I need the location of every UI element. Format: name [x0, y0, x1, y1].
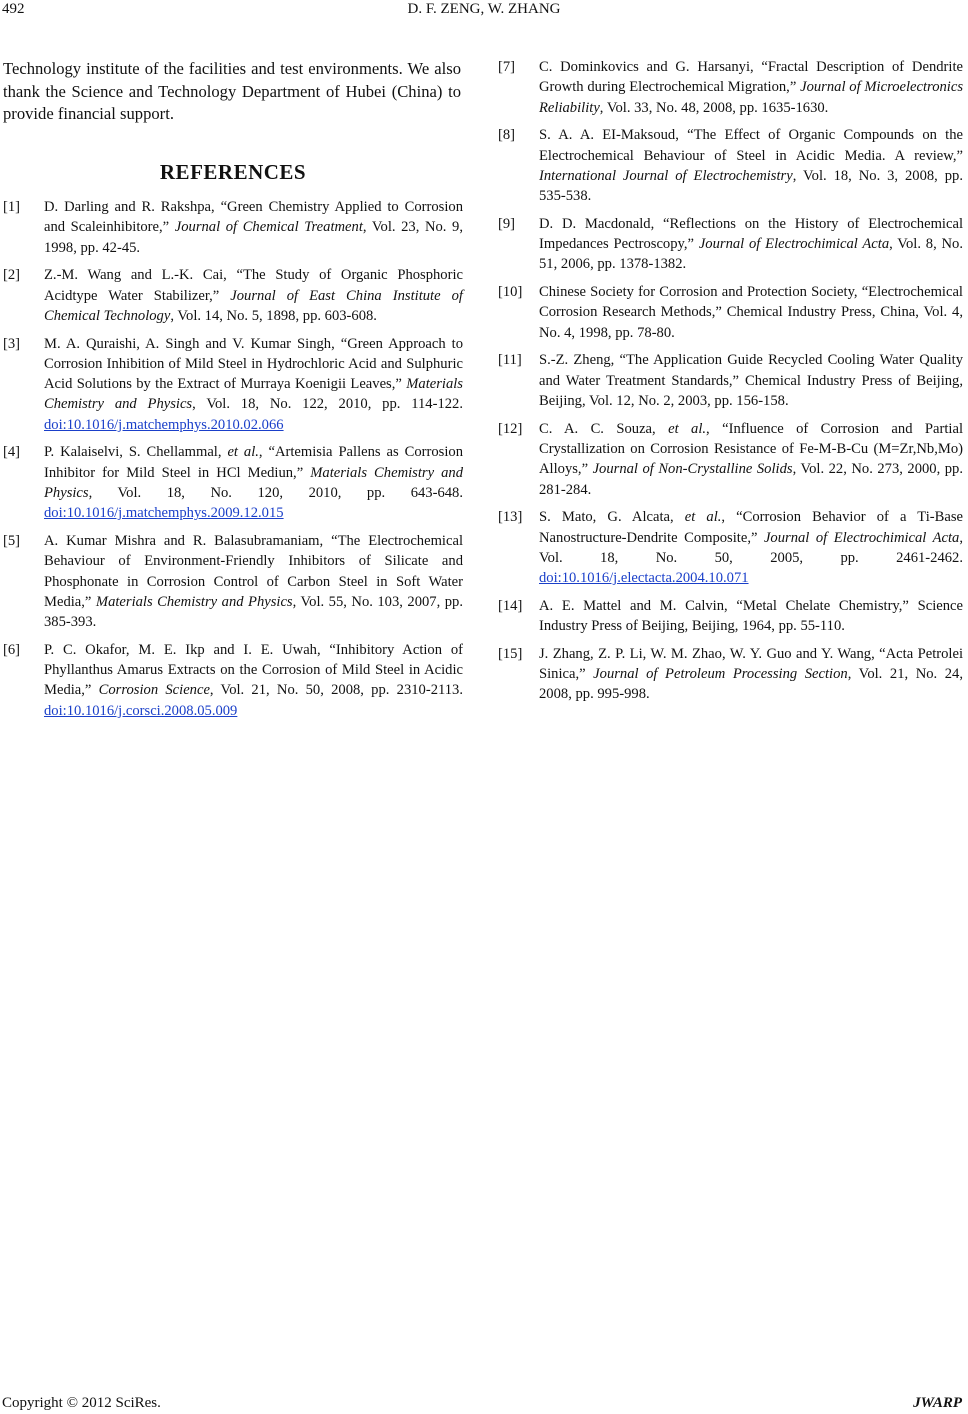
- reference-text-segment: C. Dominkovics and G. Harsanyi, “Fractal Description of Dendrite Growth during Electrochemical Migration,”: [539, 59, 963, 96]
- reference-text-segment: , Vol. 22, No. 273, 2000, pp. 281-284.: [539, 461, 963, 498]
- reference-text-segment: , Vol. 8, No. 51, 2006, pp. 1378-1382.: [539, 236, 964, 273]
- reference-italic-text: Journal of Chemical Treatment: [174, 219, 363, 236]
- reference-text: [539, 644, 963, 705]
- reference-text-segment: , “Artemisia Pallens as Corrosion Inhibitor for Mild Steel in HCl Mediun,”: [44, 444, 463, 481]
- reference-italic-text: Journal of Microelectronics Reliability: [539, 79, 963, 116]
- reference-text-segment: A. E. Mattel and M. Calvin, “Metal Chelate Chemistry,” Science Industry Press of Beijing, Beijing, 1964, pp. 55-110.: [539, 597, 963, 635]
- reference-item: [498, 507, 963, 588]
- reference-number: [11]: [498, 352, 522, 369]
- reference-number: [1]: [3, 199, 21, 215]
- reference-item: [498, 596, 963, 637]
- reference-text-segment: C. A. C. Souza,: [539, 420, 669, 437]
- reference-text-segment: , “Influence of Corrosion and Partial Crystallization on Corrosion Resistance of Fe-M-B-Cu (M=Zr,Nb,Mo) Alloys,”: [539, 420, 963, 478]
- reference-text: [539, 57, 963, 118]
- reference-item: [3, 640, 463, 721]
- reference-text-segment: Z.-M. Wang and L.-K. Cai, “The Study of Organic Phosphoric Acidtype Water Stabilizer,”: [44, 267, 463, 304]
- reference-text: [539, 125, 963, 206]
- reference-italic-text: Journal of East China Institute of Chemical Technology: [44, 287, 463, 324]
- doi-link[interactable]: doi:10.1016/j.corsci.2008.05.009: [44, 702, 238, 719]
- reference-italic-text: Journal of Non-Crystalline Solids: [592, 461, 793, 478]
- journal-abbrev: JWARP: [913, 1395, 962, 1411]
- reference-number: [2]: [3, 267, 21, 284]
- reference-italic-text: Journal of Petroleum Processing Section: [593, 666, 848, 683]
- reference-item: [498, 644, 963, 705]
- reference-number: [8]: [498, 127, 516, 144]
- reference-item: [3, 265, 463, 326]
- reference-italic-text: Materials Chemistry and Physics: [95, 593, 293, 610]
- doi-link[interactable]: doi:10.1016/j.matchemphys.2009.12.015: [44, 505, 284, 522]
- reference-text-segment: S. A. A. EI-Maksoud, “The Effect of Organic Compounds on the Electrochemical Behaviour of Steel in Acidic Media. A review,”: [539, 127, 963, 164]
- reference-text: [539, 419, 963, 500]
- reference-italic-text: International Journal of Electrochemistry: [539, 167, 793, 184]
- reference-italic-text: Corrosion Science: [98, 682, 210, 699]
- reference-text-segment: , Vol. 18, No. 50, 2005, pp. 2461-2462.: [539, 529, 963, 566]
- copyright-footer: Copyright © 2012 SciRes.: [2, 1395, 161, 1411]
- reference-text-segment: M. A. Quraishi, A. Singh and V. Kumar Singh, “Green Approach to Corrosion Inhibition of Mild Steel in Hydrochloric Acid and Sulphuric Acid Solutions by the Extract of Murraya Koenigii Leaves,”: [44, 335, 463, 393]
- reference-number: [9]: [498, 215, 516, 232]
- reference-italic-text: et al.: [227, 444, 259, 461]
- reference-text-segment: , Vol. 18, No. 122, 2010, pp. 114-122.: [192, 396, 463, 413]
- reference-text-segment: , Vol. 18, No. 3, 2008, pp. 535-538.: [539, 167, 963, 205]
- reference-number: [14]: [498, 597, 523, 614]
- reference-text: [44, 531, 463, 632]
- reference-italic-text: Journal of Electrochimical Acta: [763, 529, 960, 546]
- reference-text-segment: , Vol. 21, No. 24, 2008, pp. 995-998.: [539, 666, 963, 703]
- reference-text: [44, 265, 463, 326]
- reference-text-segment: P. C. Okafor, M. E. Ikp and I. E. Uwah, “Inhibitory Action of Phyllanthus Amarus Extracts on the Corrosion of Mild Steel in Acidic Media,”: [44, 641, 463, 699]
- reference-item: [3, 334, 463, 435]
- reference-item: [498, 282, 963, 343]
- reference-number: [15]: [498, 645, 523, 662]
- reference-number: [6]: [3, 641, 21, 658]
- reference-italic-text: et al.: [668, 420, 707, 437]
- reference-text-segment: Chinese Society for Corrosion and Protection Society, “Electrochemical Corrosion Research Methods,” Chemical Industry Press, China, Vol. 4, No. 4, 1998, pp. 78-80.: [539, 284, 963, 341]
- reference-number: [5]: [3, 533, 21, 550]
- reference-item: [498, 57, 963, 118]
- reference-text: [44, 442, 463, 523]
- reference-number: [4]: [3, 444, 21, 461]
- reference-italic-text: Materials Chemistry and Physics: [44, 376, 463, 413]
- reference-text-segment: S.-Z. Zheng, “The Application Guide Recycled Cooling Water Quality and Water Treatment Standards,” Chemical Industry Press of Beijing, Beijing, Vol. 12, No. 2, 2003, pp. 156-158.: [539, 352, 963, 410]
- reference-text-segment: , Vol. 55, No. 103, 2007, pp. 385-393.: [44, 593, 463, 631]
- reference-number: [3]: [3, 335, 21, 352]
- reference-number: [13]: [498, 509, 523, 526]
- reference-item: [3, 197, 463, 258]
- page-number: 492: [2, 1, 25, 17]
- doi-link[interactable]: doi:10.1016/j.electacta.2004.10.071: [539, 570, 749, 587]
- reference-text-segment: D. D. Macdonald, “Reflections on the History of Electrochemical Impedances Pectroscopy,”: [539, 215, 963, 253]
- reference-item: [3, 531, 463, 632]
- reference-item: [498, 125, 963, 206]
- reference-text-segment: P. Kalaiselvi, S. Chellammal,: [44, 444, 228, 461]
- reference-text-segment: A. Kumar Mishra and R. Balasubramaniam, “The Electrochemical Behaviour of Environment-Friendly Inhibitors of Silicate and Phosphonate in Corrosion Control of Carbon Steel in Soft Water Media,”: [44, 533, 463, 610]
- references-heading: REFERENCES: [159, 160, 307, 184]
- reference-text: [44, 640, 463, 721]
- reference-text-segment: D. Darling and R. Rakshpa, “Green Chemistry Applied to Corrosion and Scaleinhibitore,”: [44, 199, 463, 236]
- reference-text-segment: J. Zhang, Z. P. Li, W. M. Zhao, W. Y. Guo and Y. Wang, “Acta Petrolei Sinica,”: [539, 645, 963, 683]
- running-header: D. F. ZENG, W. ZHANG: [407, 1, 561, 17]
- reference-text: [539, 214, 963, 275]
- reference-list-left: [3, 197, 463, 728]
- reference-item: [498, 350, 963, 411]
- reference-number: [7]: [498, 59, 516, 75]
- reference-italic-text: Journal of Electrochimical Acta: [698, 236, 890, 253]
- reference-item: [498, 419, 963, 500]
- reference-text: [539, 596, 963, 637]
- reference-text: [539, 507, 963, 588]
- reference-number: [10]: [498, 284, 523, 301]
- reference-text: [44, 197, 463, 258]
- reference-text-segment: , Vol. 23, No. 9, 1998, pp. 42-45.: [44, 219, 464, 256]
- reference-list-right: [498, 57, 963, 712]
- reference-italic-text: et al.: [684, 509, 722, 526]
- reference-text-segment: S. Mato, G. Alcata,: [539, 509, 685, 526]
- doi-link[interactable]: doi:10.1016/j.matchemphys.2010.02.066: [44, 416, 284, 433]
- reference-text-segment: , Vol. 33, No. 48, 2008, pp. 1635-1630.: [599, 99, 829, 116]
- reference-item: [498, 214, 963, 275]
- reference-text-segment: , “Corrosion Behavior of a Ti-Base Nanostructure-Dendrite Composite,”: [539, 509, 963, 546]
- reference-italic-text: Materials Chemistry and Physics: [44, 464, 463, 502]
- reference-text: [539, 350, 963, 411]
- reference-text-segment: , Vol. 18, No. 120, 2010, pp. 643-648.: [88, 485, 463, 502]
- reference-item: [3, 442, 463, 523]
- reference-text: [539, 282, 963, 343]
- reference-number: [12]: [498, 420, 523, 437]
- reference-text-segment: , Vol. 14, No. 5, 1898, pp. 603-608.: [170, 307, 377, 324]
- reference-text: [44, 334, 463, 435]
- reference-text-segment: , Vol. 21, No. 50, 2008, pp. 2310-2113.: [209, 682, 463, 699]
- acknowledgement-paragraph: Technology institute of the facilities and test environments. We also thank the Science and Technology Department of Hubei (China) to provide financial support.: [3, 59, 461, 123]
